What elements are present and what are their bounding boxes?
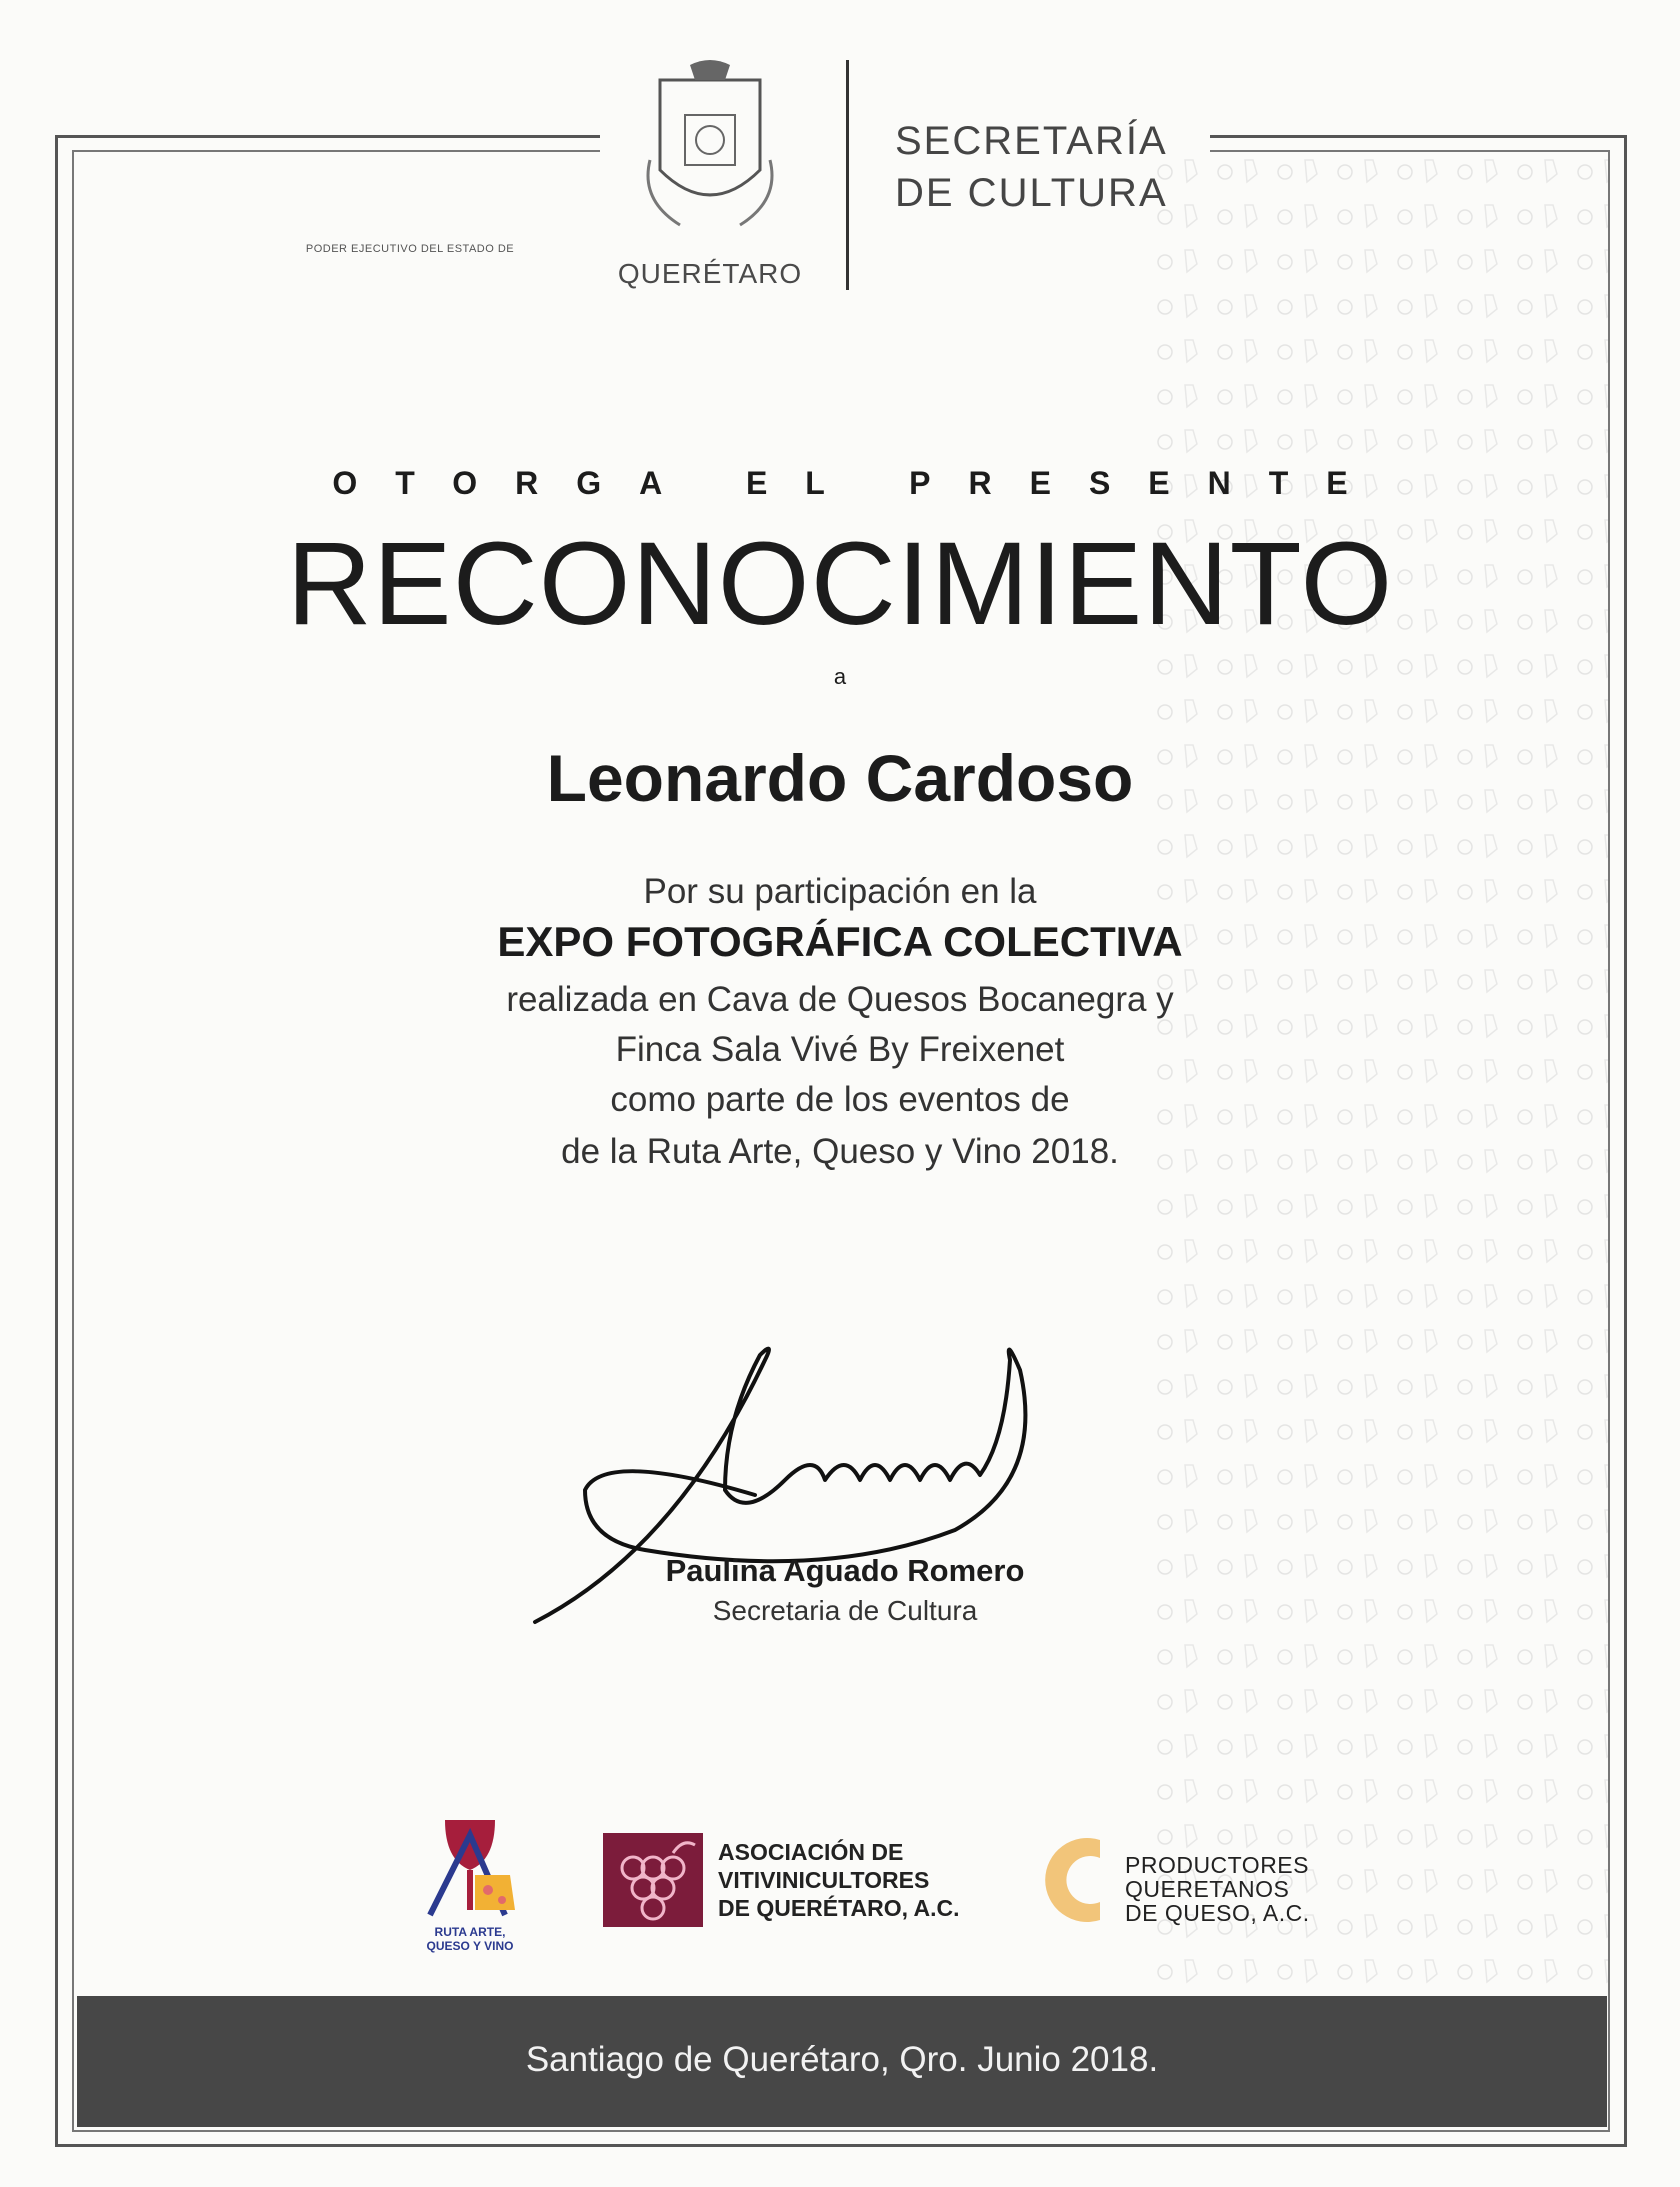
vitivinicultores-logo [603, 1833, 703, 1927]
connector-text: a [833, 664, 847, 689]
ruta-line-1: RUTA ARTE, [434, 1925, 506, 1939]
avq-line-3: DE QUERÉTARO, A.C. [718, 1895, 960, 1921]
body-line-4: como parte de los eventos de [610, 1080, 1070, 1119]
ruta-logo-text [405, 1925, 535, 1953]
avq-line-2: VITIVINICULTORES [718, 1867, 930, 1893]
body-line-5: de la Ruta Arte, Queso y Vino 2018. [561, 1132, 1119, 1171]
seal-caption: PODER EJECUTIVO DEL ESTADO DE [305, 243, 515, 255]
pqq-line-3: DE QUESO, A.C. [1125, 1900, 1310, 1926]
state-name: QUERÉTARO [617, 258, 803, 289]
event-name: EXPO FOTOGRÁFICA COLECTIVA [497, 918, 1183, 965]
avq-line-1: ASOCIACIÓN DE [718, 1839, 904, 1865]
ruta-line-2: QUESO Y VINO [426, 1939, 514, 1953]
pqq-line-2: QUERETANOS [1125, 1876, 1290, 1902]
secretaria-line-2: DE CULTURA [895, 171, 1168, 215]
place-date: Santiago de Querétaro, Qro. Junio 2018. [525, 2040, 1159, 2079]
secretaria-title [895, 115, 1168, 219]
body-line-3: Finca Sala Vivé By Freixenet [615, 1030, 1065, 1069]
state-seal-icon [630, 60, 790, 240]
body-line-1: Por su participación en la [643, 872, 1037, 911]
background-pattern [1150, 150, 1608, 1990]
vitivinicultores-text [718, 1838, 960, 1922]
body-line-2: realizada en Cava de Quesos Bocanegra y [506, 980, 1174, 1019]
productores-queso-text [1125, 1853, 1310, 1925]
pretitle: OTORGA EL PRESENTE [332, 465, 1386, 501]
header-divider [846, 60, 849, 290]
pqq-line-1: PRODUCTORES [1125, 1852, 1309, 1878]
secretaria-line-1: SECRETARÍA [895, 119, 1168, 163]
signer-role: Secretaria de Cultura [712, 1595, 978, 1626]
certificate-title: RECONOCIMIENTO [286, 518, 1394, 650]
recipient-name: Leonardo Cardoso [546, 741, 1134, 815]
grape-icon [603, 1833, 703, 1927]
signer-name: Paulina Aguado Romero [665, 1553, 1025, 1588]
productores-queso-logo [1030, 1830, 1115, 1930]
